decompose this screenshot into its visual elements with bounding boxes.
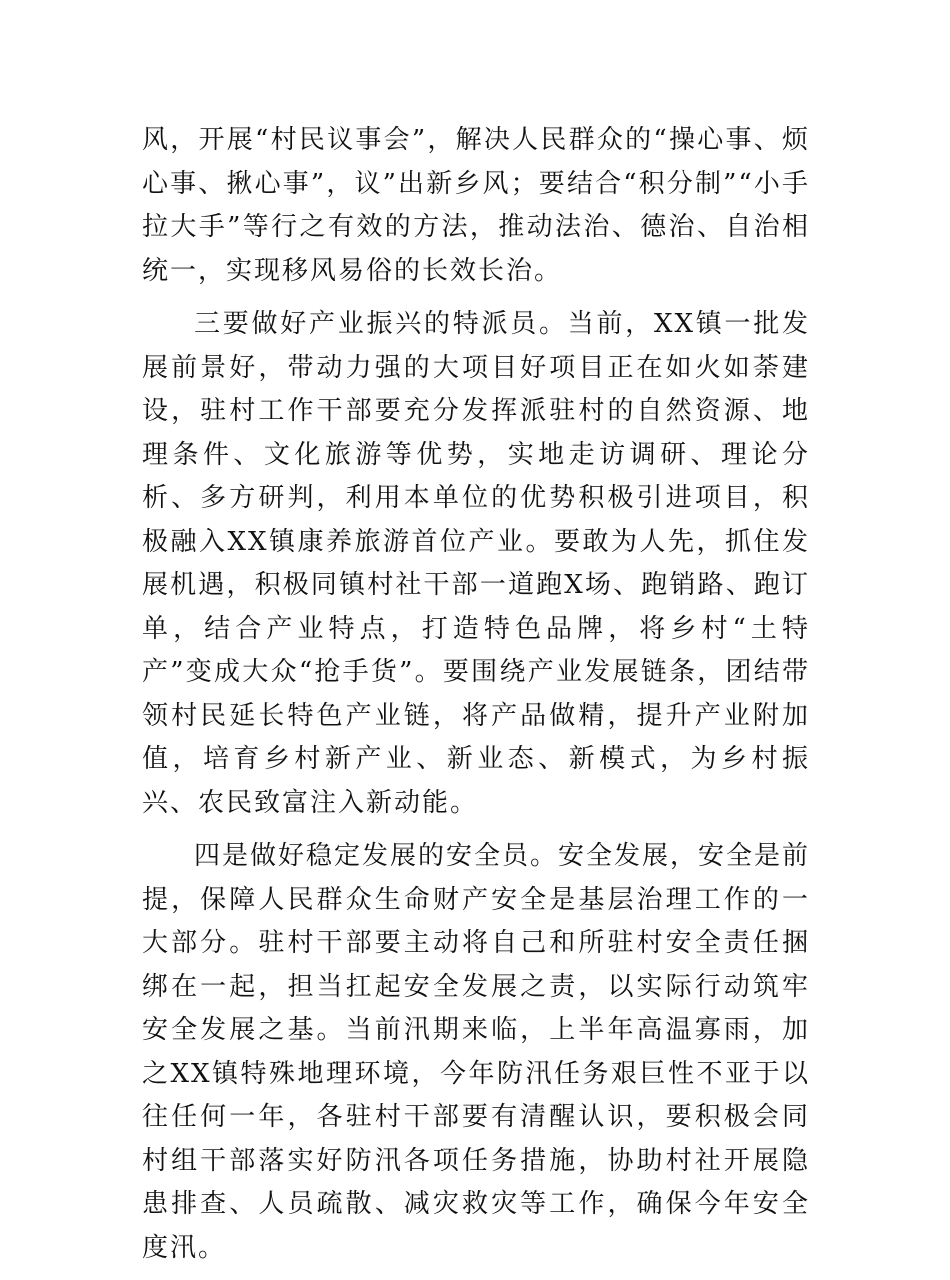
document-body bbox=[142, 119, 810, 1280]
paragraph-safety-development: 四是做好稳定发展的安全员。安全发展，安全是前提，保障人民群众生命财产安全是基层治理工作的一大部分。驻村干部要主动将自己和所驻村安全责任捆绑在一起，担当扛起安全发展之责，以实际行动筑牢安全发展之基。当前汛期来临，上半年高温寡雨，加之XX镇特殊地理环境，今年防汛任务艰巨性不亚于以往任何一年，各驻村干部要有清醒认识，要积极会同村组干部落实好防汛各项任务措施，协助村社开展隐患排查、人员疏散、减灾救灾等工作，确保今年安全度汛。 bbox=[142, 841, 811, 1263]
paragraph-industry-revitalization: 三要做好产业振兴的特派员。当前，XX镇一批发展前景好，带动力强的大项目好项目正在如火如荼建设，驻村工作干部要充分发挥派驻村的自然资源、地理条件、文化旅游等优势，实地走访调研、理论分析、多方研判，利用本单位的优势积极引进项目，积极融入XX镇康养旅游首位产业。要敢为人先，抓住发展机遇，积极同镇村社干部一道跑X场、跑销路、跑订单，结合产业特点，打造特色品牌，将乡村“土特产”变成大众“抢手货”。要围绕产业发展链条，团结带领村民延长特色产业链，将产品做精，提升产业附加值，培育乡村新产业、新业态、新模式，为乡村振兴、农民致富注入新动能。 bbox=[142, 309, 810, 818]
paragraph-continuation: 风，开展“村民议事会”，解决人民群众的“操心事、烦心事、揪心事”，议”出新乡风；要结合“积分制”“小手拉大手”等行之有效的方法，推动法治、德治、自治相统一，实现移风易俗的长效长治。 bbox=[142, 125, 810, 286]
